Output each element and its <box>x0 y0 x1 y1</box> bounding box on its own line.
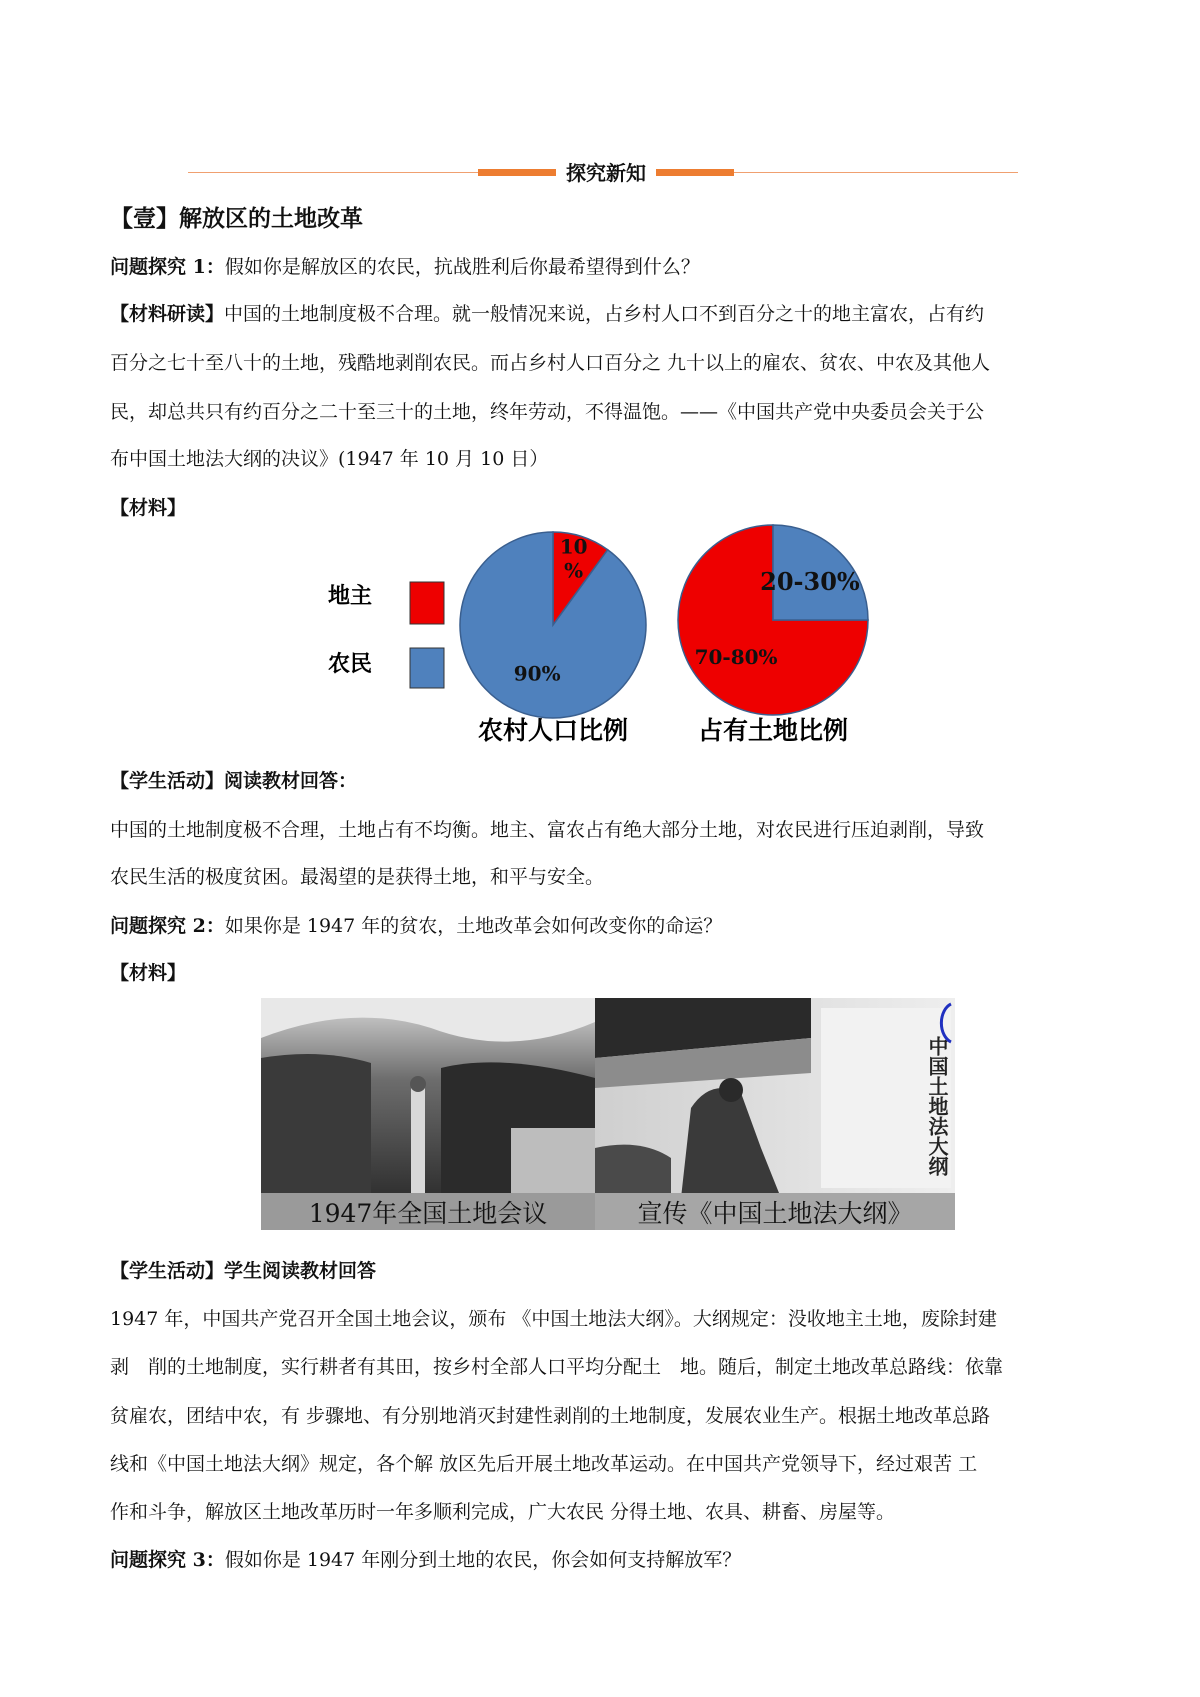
question-1 <box>110 255 1090 279</box>
legend <box>328 582 444 688</box>
activity-2-label: 【学生活动】学生阅读教材回答 <box>110 1260 377 1282</box>
legend-label-peasant: 农民 <box>328 652 373 677</box>
activity-1-label: 【学生活动】阅读教材回答： <box>110 770 358 792</box>
pie-rural-population <box>460 532 646 718</box>
pie-label-0-0: 10 % <box>559 534 588 583</box>
question-2 <box>110 914 1090 938</box>
material-label-2: 【材料】 <box>110 962 187 984</box>
pie-label-1-1: 20-30% <box>760 567 860 597</box>
question-1-text: 假如你是解放区的农民，抗战胜利后你最希望得到什么？ <box>224 256 700 278</box>
reading-text-1: 中国的土地制度极不合理。就一般情况来说，占乡村人口不到百分之十的地主富农，占有约 <box>224 303 985 325</box>
question-1-label: 问题探究 1： <box>110 256 225 278</box>
section-header <box>188 158 1018 188</box>
photo-land-conference <box>261 998 595 1230</box>
pie-slice-0-1 <box>460 532 646 718</box>
pie-title-population: 农村人口比例 <box>477 716 629 745</box>
reading-line-4: 布中国土地法大纲的决议》(1947 年 10 月 10 日） <box>110 448 549 470</box>
photo-left-caption: 1947年全国土地会议 <box>308 1199 548 1228</box>
pie-charts <box>318 520 878 750</box>
photo-land-law-poster <box>595 998 955 1230</box>
section-title: 探究新知 <box>556 158 656 188</box>
activity-2-line-1: 1947 年，中国共产党召开全国土地会议，颁布 《中国土地法大纲》。大纲规定：没收地主土地，废除封建 <box>110 1308 997 1330</box>
question-3-text: 假如你是 1947 年刚分到土地的农民，你会如何支持解放军？ <box>224 1549 742 1571</box>
pie-land-ownership <box>678 525 868 715</box>
legend-swatch-landlord <box>410 582 444 624</box>
legend-swatch-peasant <box>410 648 444 688</box>
photo-collage <box>261 998 955 1230</box>
question-3 <box>110 1548 1090 1572</box>
reading-label: 【材料研读】 <box>110 303 225 325</box>
question-2-text: 如果你是 1947 年的贫农，土地改革会如何改变你的命运？ <box>224 915 723 937</box>
historical-photos <box>261 998 955 1230</box>
reading-line-2: 百分之七十至八十的土地，残酷地剥削农民。而占乡村人口百分之 九十以上的雇农、贫农、中农及其他人 <box>110 352 991 374</box>
question-3-label: 问题探究 3： <box>110 1549 225 1571</box>
reading-line-1 <box>110 302 1090 326</box>
photo-right-caption: 宣传《中国土地法大纲》 <box>637 1199 913 1228</box>
pie-label-0-1: 90% <box>513 661 561 686</box>
pie-chart-figure <box>318 520 878 750</box>
pie-label-1-0: 70-80% <box>694 644 778 669</box>
header-accent-right <box>656 169 734 176</box>
legend-label-landlord: 地主 <box>328 584 373 609</box>
poster-title: 中国土地法大纲 <box>925 1036 949 1176</box>
reading-line-3: 民，却总共只有约百分之二十至三十的土地，终年劳动，不得温饱。——《中国共产党中央委员会关于公 <box>110 401 985 423</box>
part-heading: 【壹】解放区的土地改革 <box>110 206 363 232</box>
activity-2-line-4: 线和《中国土地法大纲》规定，各个解 放区先后开展土地改革运动。在中国共产党领导下，经过艰苦 工 <box>110 1453 978 1475</box>
activity-2-line-5: 作和斗争，解放区土地改革历时一年多顺利完成，广大农民 分得土地、农具、耕畜、房屋等。 <box>110 1501 896 1523</box>
pie-title-land: 占有土地比例 <box>697 716 849 745</box>
header-accent-left <box>478 169 556 176</box>
activity-2-line-3: 贫雇农，团结中农，有 步骤地、有分别地消灭封建性剥削的土地制度，发展农业生产。根据土地改革总路 <box>110 1405 991 1427</box>
material-label: 【材料】 <box>110 497 187 519</box>
question-2-label: 问题探究 2： <box>110 915 225 937</box>
activity-2-line-2: 剥 削的土地制度，实行耕者有其田，按乡村全部人口平均分配土 地。随后，制定土地改革总路线：依靠 <box>110 1356 1004 1378</box>
activity-1-line-2: 农民生活的极度贫困。最渴望的是获得土地，和平与安全。 <box>110 866 605 888</box>
activity-1-line-1: 中国的土地制度极不合理，土地占有不均衡。地主、富农占有绝大部分土地，对农民进行压迫剥削，导致 <box>110 819 985 841</box>
